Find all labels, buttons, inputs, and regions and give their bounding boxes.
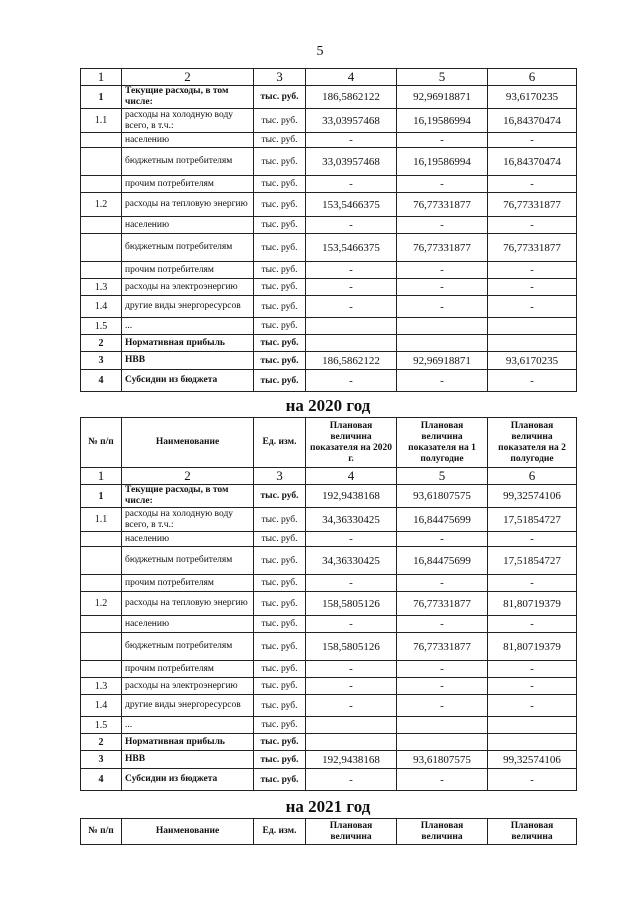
- table-row: [81, 318, 577, 335]
- row-number: 1.4: [81, 695, 122, 717]
- header-name: Наименование: [122, 819, 254, 845]
- row-value-col5: [397, 318, 488, 335]
- row-name: расходы на тепловую энергию: [122, 592, 254, 616]
- table-row: [81, 633, 577, 661]
- row-value-col6: 16,84370474: [488, 109, 577, 133]
- row-name: Текущие расходы, в том числе:: [122, 86, 254, 109]
- row-number: [81, 148, 122, 176]
- header-col4: Плановая величина показателя на 2020 г.: [306, 418, 397, 468]
- row-unit: тыс. руб.: [254, 547, 306, 575]
- row-value-col6: -: [488, 176, 577, 193]
- row-number: [81, 633, 122, 661]
- row-unit: тыс. руб.: [254, 370, 306, 392]
- row-unit: тыс. руб.: [254, 352, 306, 370]
- row-number: 1.3: [81, 279, 122, 296]
- row-value-col6: [488, 734, 577, 751]
- row-number: 1.4: [81, 296, 122, 318]
- col-number: 5: [397, 69, 488, 86]
- row-number: [81, 234, 122, 262]
- row-number: [81, 262, 122, 279]
- col-number: 2: [122, 69, 254, 86]
- row-value-col6: 16,84370474: [488, 148, 577, 176]
- table-row: [81, 193, 577, 217]
- col-number: 5: [397, 468, 488, 485]
- col-number: 1: [81, 468, 122, 485]
- row-value-col5: 16,84475699: [397, 547, 488, 575]
- table-row: [81, 734, 577, 751]
- column-numbers-row: [81, 69, 577, 86]
- row-value-col5: 93,61807575: [397, 485, 488, 508]
- table-row: [81, 279, 577, 296]
- row-unit: тыс. руб.: [254, 734, 306, 751]
- row-name: другие виды энергоресурсов: [122, 695, 254, 717]
- row-value-col6: 76,77331877: [488, 234, 577, 262]
- row-number: 4: [81, 370, 122, 392]
- row-unit: тыс. руб.: [254, 695, 306, 717]
- row-number: 1.2: [81, 193, 122, 217]
- row-value-col5: [397, 734, 488, 751]
- page-number: 5: [316, 44, 324, 59]
- row-name: населению: [122, 616, 254, 633]
- row-name: НВВ: [122, 751, 254, 769]
- row-value-col6: -: [488, 262, 577, 279]
- row-unit: тыс. руб.: [254, 508, 306, 532]
- row-unit: тыс. руб.: [254, 575, 306, 592]
- row-number: [81, 616, 122, 633]
- row-value-col6: -: [488, 661, 577, 678]
- row-value-col4: 33,03957468: [306, 148, 397, 176]
- row-name: бюджетным потребителям: [122, 547, 254, 575]
- header-no: № п/п: [81, 819, 122, 845]
- table-row: [81, 751, 577, 769]
- table-row: [81, 547, 577, 575]
- row-value-col5: [397, 335, 488, 352]
- row-value-col5: -: [397, 176, 488, 193]
- row-unit: тыс. руб.: [254, 262, 306, 279]
- row-value-col5: -: [397, 769, 488, 791]
- row-value-col6: -: [488, 575, 577, 592]
- table-row: [81, 335, 577, 352]
- row-name: бюджетным потребителям: [122, 234, 254, 262]
- row-value-col6: -: [488, 217, 577, 234]
- table-row: [81, 508, 577, 532]
- row-name: населению: [122, 532, 254, 547]
- header-col6: Плановая величина показателя на 2 полугодие: [488, 418, 577, 468]
- row-number: 1.1: [81, 508, 122, 532]
- row-unit: тыс. руб.: [254, 592, 306, 616]
- row-value-col4: -: [306, 370, 397, 392]
- row-value-col5: 76,77331877: [397, 193, 488, 217]
- row-value-col5: [397, 717, 488, 734]
- table-row: [81, 86, 577, 109]
- row-value-col4: -: [306, 296, 397, 318]
- row-name: расходы на электроэнергию: [122, 279, 254, 296]
- table-row: [81, 678, 577, 695]
- row-number: 1.3: [81, 678, 122, 695]
- row-number: [81, 217, 122, 234]
- row-unit: тыс. руб.: [254, 717, 306, 734]
- row-unit: тыс. руб.: [254, 133, 306, 148]
- table-row: [81, 133, 577, 148]
- table-row: [81, 370, 577, 392]
- row-value-col4: 192,9438168: [306, 485, 397, 508]
- row-value-col4: 33,03957468: [306, 109, 397, 133]
- row-name: расходы на электроэнергию: [122, 678, 254, 695]
- row-name: ...: [122, 318, 254, 335]
- row-value-col4: -: [306, 678, 397, 695]
- table-row: [81, 148, 577, 176]
- row-value-col5: 16,19586994: [397, 109, 488, 133]
- column-numbers-row: [81, 468, 577, 485]
- table-row: [81, 234, 577, 262]
- row-value-col6: [488, 318, 577, 335]
- row-number: 1: [81, 485, 122, 508]
- row-number: 1.5: [81, 318, 122, 335]
- col-number: 4: [306, 468, 397, 485]
- row-number: 1.1: [81, 109, 122, 133]
- col-number: 3: [254, 468, 306, 485]
- row-value-col6: 81,80719379: [488, 592, 577, 616]
- row-value-col4: -: [306, 616, 397, 633]
- row-name: прочим потребителям: [122, 176, 254, 193]
- row-unit: тыс. руб.: [254, 86, 306, 109]
- row-value-col6: 17,51854727: [488, 547, 577, 575]
- row-unit: тыс. руб.: [254, 217, 306, 234]
- row-unit: тыс. руб.: [254, 678, 306, 695]
- header-row: [81, 418, 577, 468]
- row-name: населению: [122, 217, 254, 234]
- row-number: [81, 575, 122, 592]
- row-unit: тыс. руб.: [254, 176, 306, 193]
- row-value-col4: 186,5862122: [306, 352, 397, 370]
- row-name: Нормативная прибыль: [122, 734, 254, 751]
- col-number: 1: [81, 69, 122, 86]
- row-number: [81, 176, 122, 193]
- row-name: прочим потребителям: [122, 262, 254, 279]
- table-row: [81, 616, 577, 633]
- row-name: расходы на холодную воду всего, в т.ч.:: [122, 109, 254, 133]
- row-name: Субсидии из бюджета: [122, 769, 254, 791]
- row-unit: тыс. руб.: [254, 485, 306, 508]
- table-row: [81, 695, 577, 717]
- header-unit: Ед. изм.: [254, 418, 306, 468]
- header-col5: Плановая величина показателя на 1 полугодие: [397, 418, 488, 468]
- section-title-2020: на 2020 год: [285, 396, 371, 415]
- row-value-col4: 153,5466375: [306, 234, 397, 262]
- row-unit: тыс. руб.: [254, 633, 306, 661]
- row-value-col5: -: [397, 296, 488, 318]
- table-row: [81, 352, 577, 370]
- row-value-col6: 81,80719379: [488, 633, 577, 661]
- row-number: 3: [81, 352, 122, 370]
- header-no: № п/п: [81, 418, 122, 468]
- row-name: Нормативная прибыль: [122, 335, 254, 352]
- row-value-col4: -: [306, 695, 397, 717]
- table-row: [81, 717, 577, 734]
- header-unit: Ед. изм.: [254, 819, 306, 845]
- table-row: [81, 217, 577, 234]
- row-value-col5: -: [397, 279, 488, 296]
- row-value-col4: -: [306, 661, 397, 678]
- col-number: 6: [488, 468, 577, 485]
- row-value-col4: -: [306, 769, 397, 791]
- row-name: бюджетным потребителям: [122, 633, 254, 661]
- row-name: населению: [122, 133, 254, 148]
- row-value-col4: [306, 335, 397, 352]
- row-unit: тыс. руб.: [254, 532, 306, 547]
- row-value-col4: 34,36330425: [306, 547, 397, 575]
- row-number: 1.2: [81, 592, 122, 616]
- row-value-col5: -: [397, 133, 488, 148]
- table-row: [81, 296, 577, 318]
- row-value-col5: -: [397, 661, 488, 678]
- header-name: Наименование: [122, 418, 254, 468]
- row-value-col4: [306, 717, 397, 734]
- row-number: [81, 547, 122, 575]
- row-unit: тыс. руб.: [254, 661, 306, 678]
- row-unit: тыс. руб.: [254, 751, 306, 769]
- row-value-col6: [488, 335, 577, 352]
- row-unit: тыс. руб.: [254, 769, 306, 791]
- row-value-col5: -: [397, 370, 488, 392]
- row-value-col5: -: [397, 575, 488, 592]
- table-2019-continued: [80, 68, 577, 392]
- row-value-col4: 158,5805126: [306, 633, 397, 661]
- row-number: 4: [81, 769, 122, 791]
- row-value-col4: -: [306, 262, 397, 279]
- row-value-col5: 76,77331877: [397, 633, 488, 661]
- row-unit: тыс. руб.: [254, 279, 306, 296]
- row-value-col5: -: [397, 678, 488, 695]
- table-row: [81, 661, 577, 678]
- row-value-col6: -: [488, 678, 577, 695]
- header-col5: Плановая величина: [397, 819, 488, 845]
- row-value-col6: 99,32574106: [488, 485, 577, 508]
- col-number: 3: [254, 69, 306, 86]
- row-value-col5: -: [397, 262, 488, 279]
- row-name: НВВ: [122, 352, 254, 370]
- row-value-col4: 153,5466375: [306, 193, 397, 217]
- table-row: [81, 485, 577, 508]
- row-value-col5: 92,96918871: [397, 352, 488, 370]
- row-value-col4: 186,5862122: [306, 86, 397, 109]
- row-value-col6: 17,51854727: [488, 508, 577, 532]
- section-title-2021: на 2021 год: [285, 797, 371, 816]
- row-number: 3: [81, 751, 122, 769]
- row-name: бюджетным потребителям: [122, 148, 254, 176]
- row-number: [81, 133, 122, 148]
- table-row: [81, 592, 577, 616]
- row-value-col4: -: [306, 176, 397, 193]
- row-value-col4: 34,36330425: [306, 508, 397, 532]
- row-value-col4: -: [306, 575, 397, 592]
- row-unit: тыс. руб.: [254, 193, 306, 217]
- row-value-col4: [306, 734, 397, 751]
- table-2020: [80, 417, 577, 791]
- header-col4: Плановая величина: [306, 819, 397, 845]
- row-value-col6: -: [488, 133, 577, 148]
- row-number: [81, 532, 122, 547]
- row-name: прочим потребителям: [122, 661, 254, 678]
- row-value-col5: 16,84475699: [397, 508, 488, 532]
- table-2021: [80, 818, 577, 845]
- row-value-col5: 16,19586994: [397, 148, 488, 176]
- row-name: Субсидии из бюджета: [122, 370, 254, 392]
- row-value-col4: [306, 318, 397, 335]
- row-value-col5: 76,77331877: [397, 234, 488, 262]
- col-number: 2: [122, 468, 254, 485]
- row-unit: тыс. руб.: [254, 234, 306, 262]
- row-number: [81, 661, 122, 678]
- table-row: [81, 109, 577, 133]
- row-unit: тыс. руб.: [254, 296, 306, 318]
- row-value-col5: 92,96918871: [397, 86, 488, 109]
- header-row: [81, 819, 577, 845]
- header-col6: Плановая величина: [488, 819, 577, 845]
- row-value-col6: 76,77331877: [488, 193, 577, 217]
- row-value-col6: -: [488, 616, 577, 633]
- row-value-col4: 158,5805126: [306, 592, 397, 616]
- row-number: 2: [81, 335, 122, 352]
- row-value-col5: 93,61807575: [397, 751, 488, 769]
- row-name: другие виды энергоресурсов: [122, 296, 254, 318]
- row-value-col6: -: [488, 532, 577, 547]
- row-name: прочим потребителям: [122, 575, 254, 592]
- row-value-col6: -: [488, 769, 577, 791]
- row-value-col6: 99,32574106: [488, 751, 577, 769]
- row-value-col4: -: [306, 532, 397, 547]
- row-value-col6: -: [488, 370, 577, 392]
- row-name: расходы на тепловую энергию: [122, 193, 254, 217]
- row-value-col5: -: [397, 217, 488, 234]
- row-value-col4: -: [306, 217, 397, 234]
- row-value-col5: -: [397, 616, 488, 633]
- row-number: 1.5: [81, 717, 122, 734]
- row-value-col6: 93,6170235: [488, 352, 577, 370]
- row-value-col6: -: [488, 279, 577, 296]
- row-value-col6: 93,6170235: [488, 86, 577, 109]
- row-name: Текущие расходы, в том числе:: [122, 485, 254, 508]
- row-value-col4: 192,9438168: [306, 751, 397, 769]
- row-value-col5: -: [397, 532, 488, 547]
- table-row: [81, 575, 577, 592]
- table-row: [81, 532, 577, 547]
- row-name: расходы на холодную воду всего, в т.ч.:: [122, 508, 254, 532]
- row-unit: тыс. руб.: [254, 318, 306, 335]
- row-value-col6: [488, 717, 577, 734]
- col-number: 4: [306, 69, 397, 86]
- row-unit: тыс. руб.: [254, 616, 306, 633]
- row-unit: тыс. руб.: [254, 148, 306, 176]
- row-number: 2: [81, 734, 122, 751]
- row-name: ...: [122, 717, 254, 734]
- row-value-col4: -: [306, 133, 397, 148]
- row-number: 1: [81, 86, 122, 109]
- col-number: 6: [488, 69, 577, 86]
- row-value-col5: -: [397, 695, 488, 717]
- row-unit: тыс. руб.: [254, 109, 306, 133]
- row-value-col6: -: [488, 296, 577, 318]
- row-unit: тыс. руб.: [254, 335, 306, 352]
- row-value-col4: -: [306, 279, 397, 296]
- row-value-col5: 76,77331877: [397, 592, 488, 616]
- table-row: [81, 769, 577, 791]
- table-row: [81, 262, 577, 279]
- row-value-col6: -: [488, 695, 577, 717]
- table-row: [81, 176, 577, 193]
